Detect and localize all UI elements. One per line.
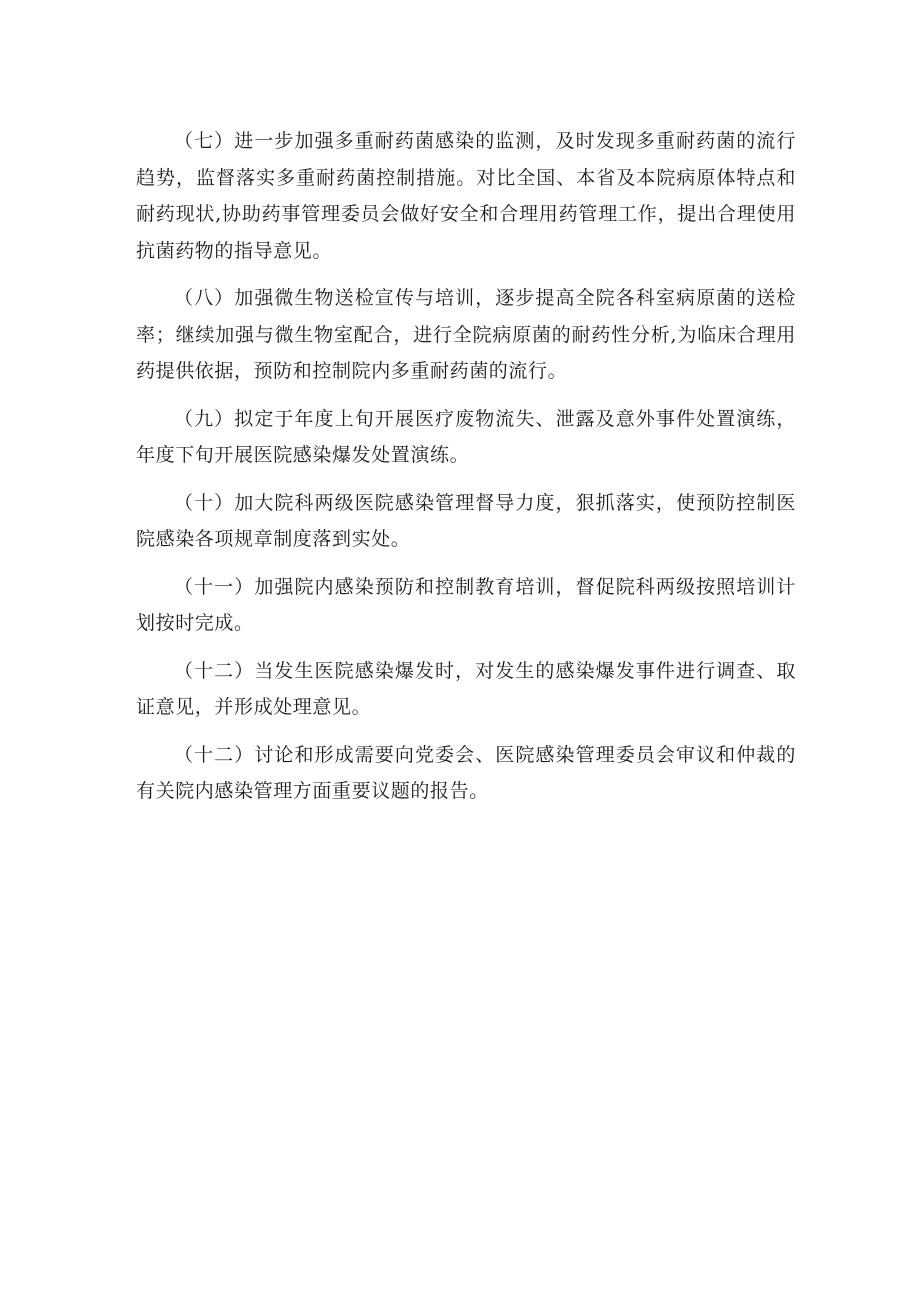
paragraph-12a: （十二）当发生医院感染爆发时，对发生的感染爆发事件进行调查、取证意见，并形成处理意见。 xyxy=(136,659,796,718)
paragraph-8: （八）加强微生物送检宣传与培训，逐步提高全院各科室病原菌的送检率；继续加强与微生物室配合，进行全院病原菌的耐药性分析,为临床合理用药提供依据，预防和控制院内多重耐药菌的流行。 xyxy=(136,287,796,382)
paragraph-12b: （十二）讨论和形成需要向党委会、医院感染管理委员会审议和仲裁的有关院内感染管理方面重要议题的报告。 xyxy=(136,743,796,802)
document-body xyxy=(136,123,796,821)
paragraph-9: （九）拟定于年度上旬开展医疗废物流失、泄露及意外事件处置演练，年度下旬开展医院感染爆发处置演练。 xyxy=(136,407,796,466)
paragraph-7: （七）进一步加强多重耐药菌感染的监测，及时发现多重耐药菌的流行趋势，监督落实多重耐药菌控制措施。对比全国、本省及本院病原体特点和耐药现状,协助药事管理委员会做好安全和合理用药管理工作，提出合理使用抗菌药物的指导意见。 xyxy=(136,130,796,262)
paragraph-11: （十一）加强院内感染预防和控制教育培训，督促院科两级按照培训计划按时完成。 xyxy=(136,575,796,634)
paragraph-10: （十）加大院科两级医院感染管理督导力度，狠抓落实，使预防控制医院感染各项规章制度落到实处。 xyxy=(136,491,796,550)
